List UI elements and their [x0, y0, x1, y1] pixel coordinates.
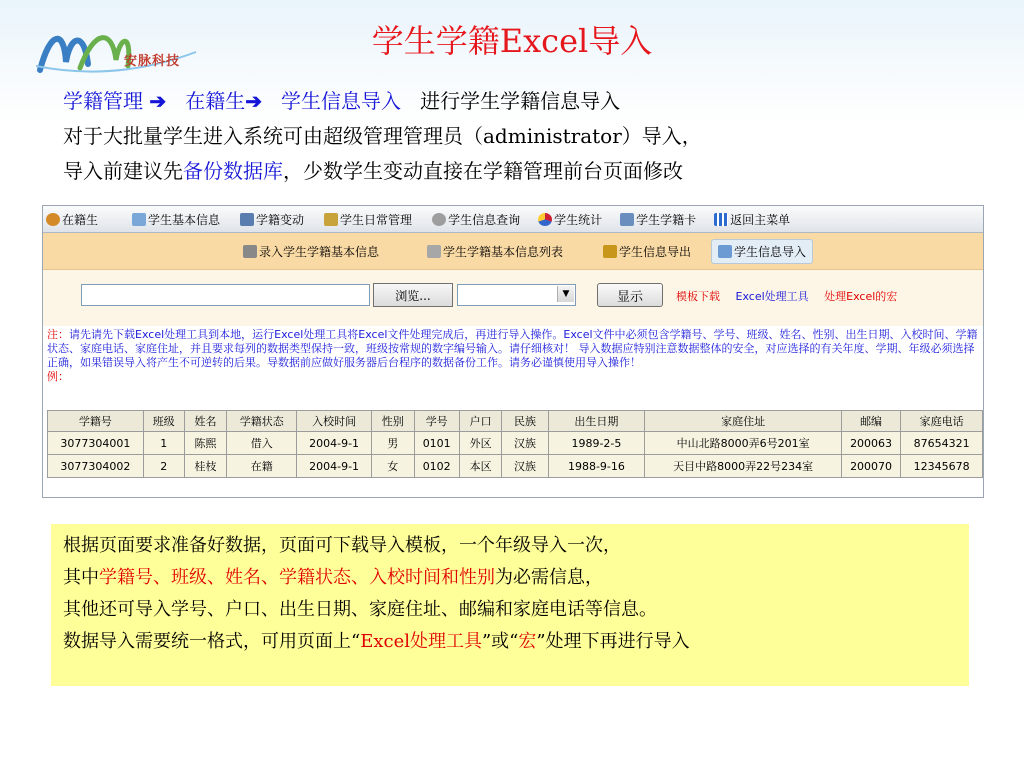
- table-cell: 女: [371, 455, 414, 478]
- document-icon: [132, 213, 146, 226]
- arrow-icon: ➔: [149, 89, 167, 113]
- table-cell: 3077304001: [48, 432, 144, 455]
- browse-button[interactable]: 浏览...: [373, 283, 453, 307]
- list-icon: [427, 245, 441, 258]
- example-label: 例：: [47, 370, 69, 383]
- logo-text: 安脉科技: [124, 54, 181, 69]
- table-row: [48, 432, 983, 455]
- table-cell: 1: [143, 432, 184, 455]
- notes-label: 注：: [47, 328, 69, 341]
- pie-chart-icon: [538, 213, 552, 226]
- nav-item-basic-info[interactable]: 学生基本信息: [132, 211, 220, 228]
- table-cell: 外区: [459, 432, 502, 455]
- import-notes: [43, 326, 983, 410]
- export-icon: [603, 245, 617, 258]
- table-cell: 2004-9-1: [297, 432, 372, 455]
- table-cell: 1988-9-16: [548, 455, 645, 478]
- subnav-entry[interactable]: 录入学生学籍基本信息: [243, 243, 379, 260]
- explanation-line-3: 其他还可导入学号、户口、出生日期、家庭住址、邮编和家庭电话等信息。: [63, 599, 657, 620]
- download-links: [676, 288, 909, 304]
- table-header-cell: 入校时间: [297, 411, 372, 432]
- nav-item-status-change[interactable]: 学籍变动: [240, 211, 304, 228]
- search-icon: [432, 213, 446, 226]
- table-cell: 天目中路8000弄22号234室: [645, 455, 842, 478]
- table-cell: 87654321: [901, 432, 983, 455]
- table-cell: 本区: [459, 455, 502, 478]
- import-icon: [718, 245, 732, 258]
- table-header-cell: 家庭电话: [901, 411, 983, 432]
- table-cell: 0102: [414, 455, 459, 478]
- table-header-cell: 学籍号: [48, 411, 144, 432]
- student-icon: [46, 213, 60, 226]
- nav-item-query[interactable]: 学生信息查询: [432, 211, 520, 228]
- example-table: [47, 410, 983, 478]
- subnav-import[interactable]: 学生信息导入: [711, 239, 813, 264]
- table-cell: 2: [143, 455, 184, 478]
- table-cell: 男: [371, 432, 414, 455]
- excel-tool-link[interactable]: Excel处理工具: [735, 290, 809, 303]
- nav-item-daily-manage[interactable]: 学生日常管理: [324, 211, 412, 228]
- grade-select[interactable]: [457, 284, 576, 306]
- table-cell: 陈熙: [184, 432, 227, 455]
- table-cell: 3077304002: [48, 455, 144, 478]
- explanation-line-4: 数据导入需要统一格式，可用页面上“Excel处理工具”或“宏”处理下再进行导入: [63, 631, 690, 652]
- show-button[interactable]: 显示: [597, 283, 663, 307]
- table-cell: 200063: [841, 432, 900, 455]
- notes-text: 请先请先下载Excel处理工具到本地，运行Excel处理工具将Excel文件处理完成后，再进行导入操作。Excel文件中必须包含学籍号、学号、班级、姓名、性别、出生日期、入校时间、学籍状态、家庭电话、家庭住址，并且要求每列的数据类型保持一致，班级按常规的数字编号输入。请仔细核对！ 导入数据应特别注意数据整体的安全，对应选择的有关年度、学期、年级必须选择正确，如果错误导入将产生不可逆转的后果。导数据前应做好服务器后台程序的数据备份工作。请务必谨慎使用导入操作！: [47, 328, 978, 369]
- intro-text: [63, 84, 702, 189]
- intro-line-3: 导入前建议先备份数据库，少数学生变动直接在学籍管理前台页面修改: [63, 159, 683, 183]
- top-nav: [43, 206, 983, 233]
- slide-title: 学生学籍Excel导入: [371, 22, 653, 60]
- table-header-cell: 性别: [371, 411, 414, 432]
- backup-highlight: 备份数据库: [183, 159, 283, 183]
- table-header-cell: 邮编: [841, 411, 900, 432]
- table-cell: 中山北路8000弄6号201室: [645, 432, 842, 455]
- table-cell: 桂枝: [184, 455, 227, 478]
- explanation-line-2: 其中学籍号、班级、姓名、学籍状态、入校时间和性别为必需信息，: [63, 567, 603, 588]
- breadcrumb-item: 学籍管理: [63, 89, 143, 113]
- breadcrumb-item: 在籍生: [185, 89, 246, 113]
- change-icon: [240, 213, 254, 226]
- table-cell: 0101: [414, 432, 459, 455]
- template-download-link[interactable]: 模板下载: [676, 290, 720, 303]
- table-cell: 借入: [227, 432, 297, 455]
- table-header-cell: 班级: [143, 411, 184, 432]
- explanation-line-1: 根据页面要求准备好数据，页面可下载导入模板，一个年级导入一次，: [63, 535, 621, 556]
- table-cell: 在籍: [227, 455, 297, 478]
- user-manage-icon: [324, 213, 338, 226]
- table-cell: 汉族: [502, 455, 548, 478]
- file-path-input[interactable]: [81, 284, 370, 306]
- table-header-cell: 户口: [459, 411, 502, 432]
- nav-item-enrolled[interactable]: 在籍生: [46, 211, 98, 228]
- table-header-cell: 家庭住址: [645, 411, 842, 432]
- import-form: [43, 270, 983, 326]
- excel-macro-link[interactable]: 处理Excel的宏: [824, 290, 898, 303]
- subnav-export[interactable]: 学生信息导出: [603, 243, 691, 260]
- table-header-cell: 学籍状态: [227, 411, 297, 432]
- table-row: [48, 455, 983, 478]
- table-header-cell: 学号: [414, 411, 459, 432]
- intro-line-2: 对于大批量学生进入系统可由超级管理管理员（administrator）导入，: [63, 124, 702, 148]
- dropdown-arrow-icon[interactable]: ▼: [557, 286, 574, 302]
- table-header-cell: 出生日期: [548, 411, 645, 432]
- table-cell: 200070: [841, 455, 900, 478]
- table-cell: 2004-9-1: [297, 455, 372, 478]
- arrow-icon: ➔: [245, 89, 262, 113]
- explanation-box: [51, 524, 969, 686]
- table-header-cell: 姓名: [184, 411, 227, 432]
- table-cell: 汉族: [502, 432, 548, 455]
- sub-nav: [43, 233, 983, 270]
- subnav-list[interactable]: 学生学籍基本信息列表: [427, 243, 563, 260]
- nav-item-statistics[interactable]: 学生统计: [538, 211, 602, 228]
- card-icon: [620, 213, 634, 226]
- grid-menu-icon: [714, 213, 728, 226]
- table-cell: 12345678: [901, 455, 983, 478]
- nav-item-main-menu[interactable]: 返回主菜单: [714, 211, 790, 228]
- app-window: [42, 205, 984, 498]
- nav-item-card[interactable]: 学生学籍卡: [620, 211, 696, 228]
- breadcrumb-item: 学生信息导入: [281, 89, 402, 113]
- breadcrumb-line: [63, 84, 702, 119]
- edit-icon: [243, 245, 257, 258]
- table-header-cell: 民族: [502, 411, 548, 432]
- table-cell: 1989-2-5: [548, 432, 645, 455]
- breadcrumb-description: 进行学生学籍信息导入: [420, 89, 621, 113]
